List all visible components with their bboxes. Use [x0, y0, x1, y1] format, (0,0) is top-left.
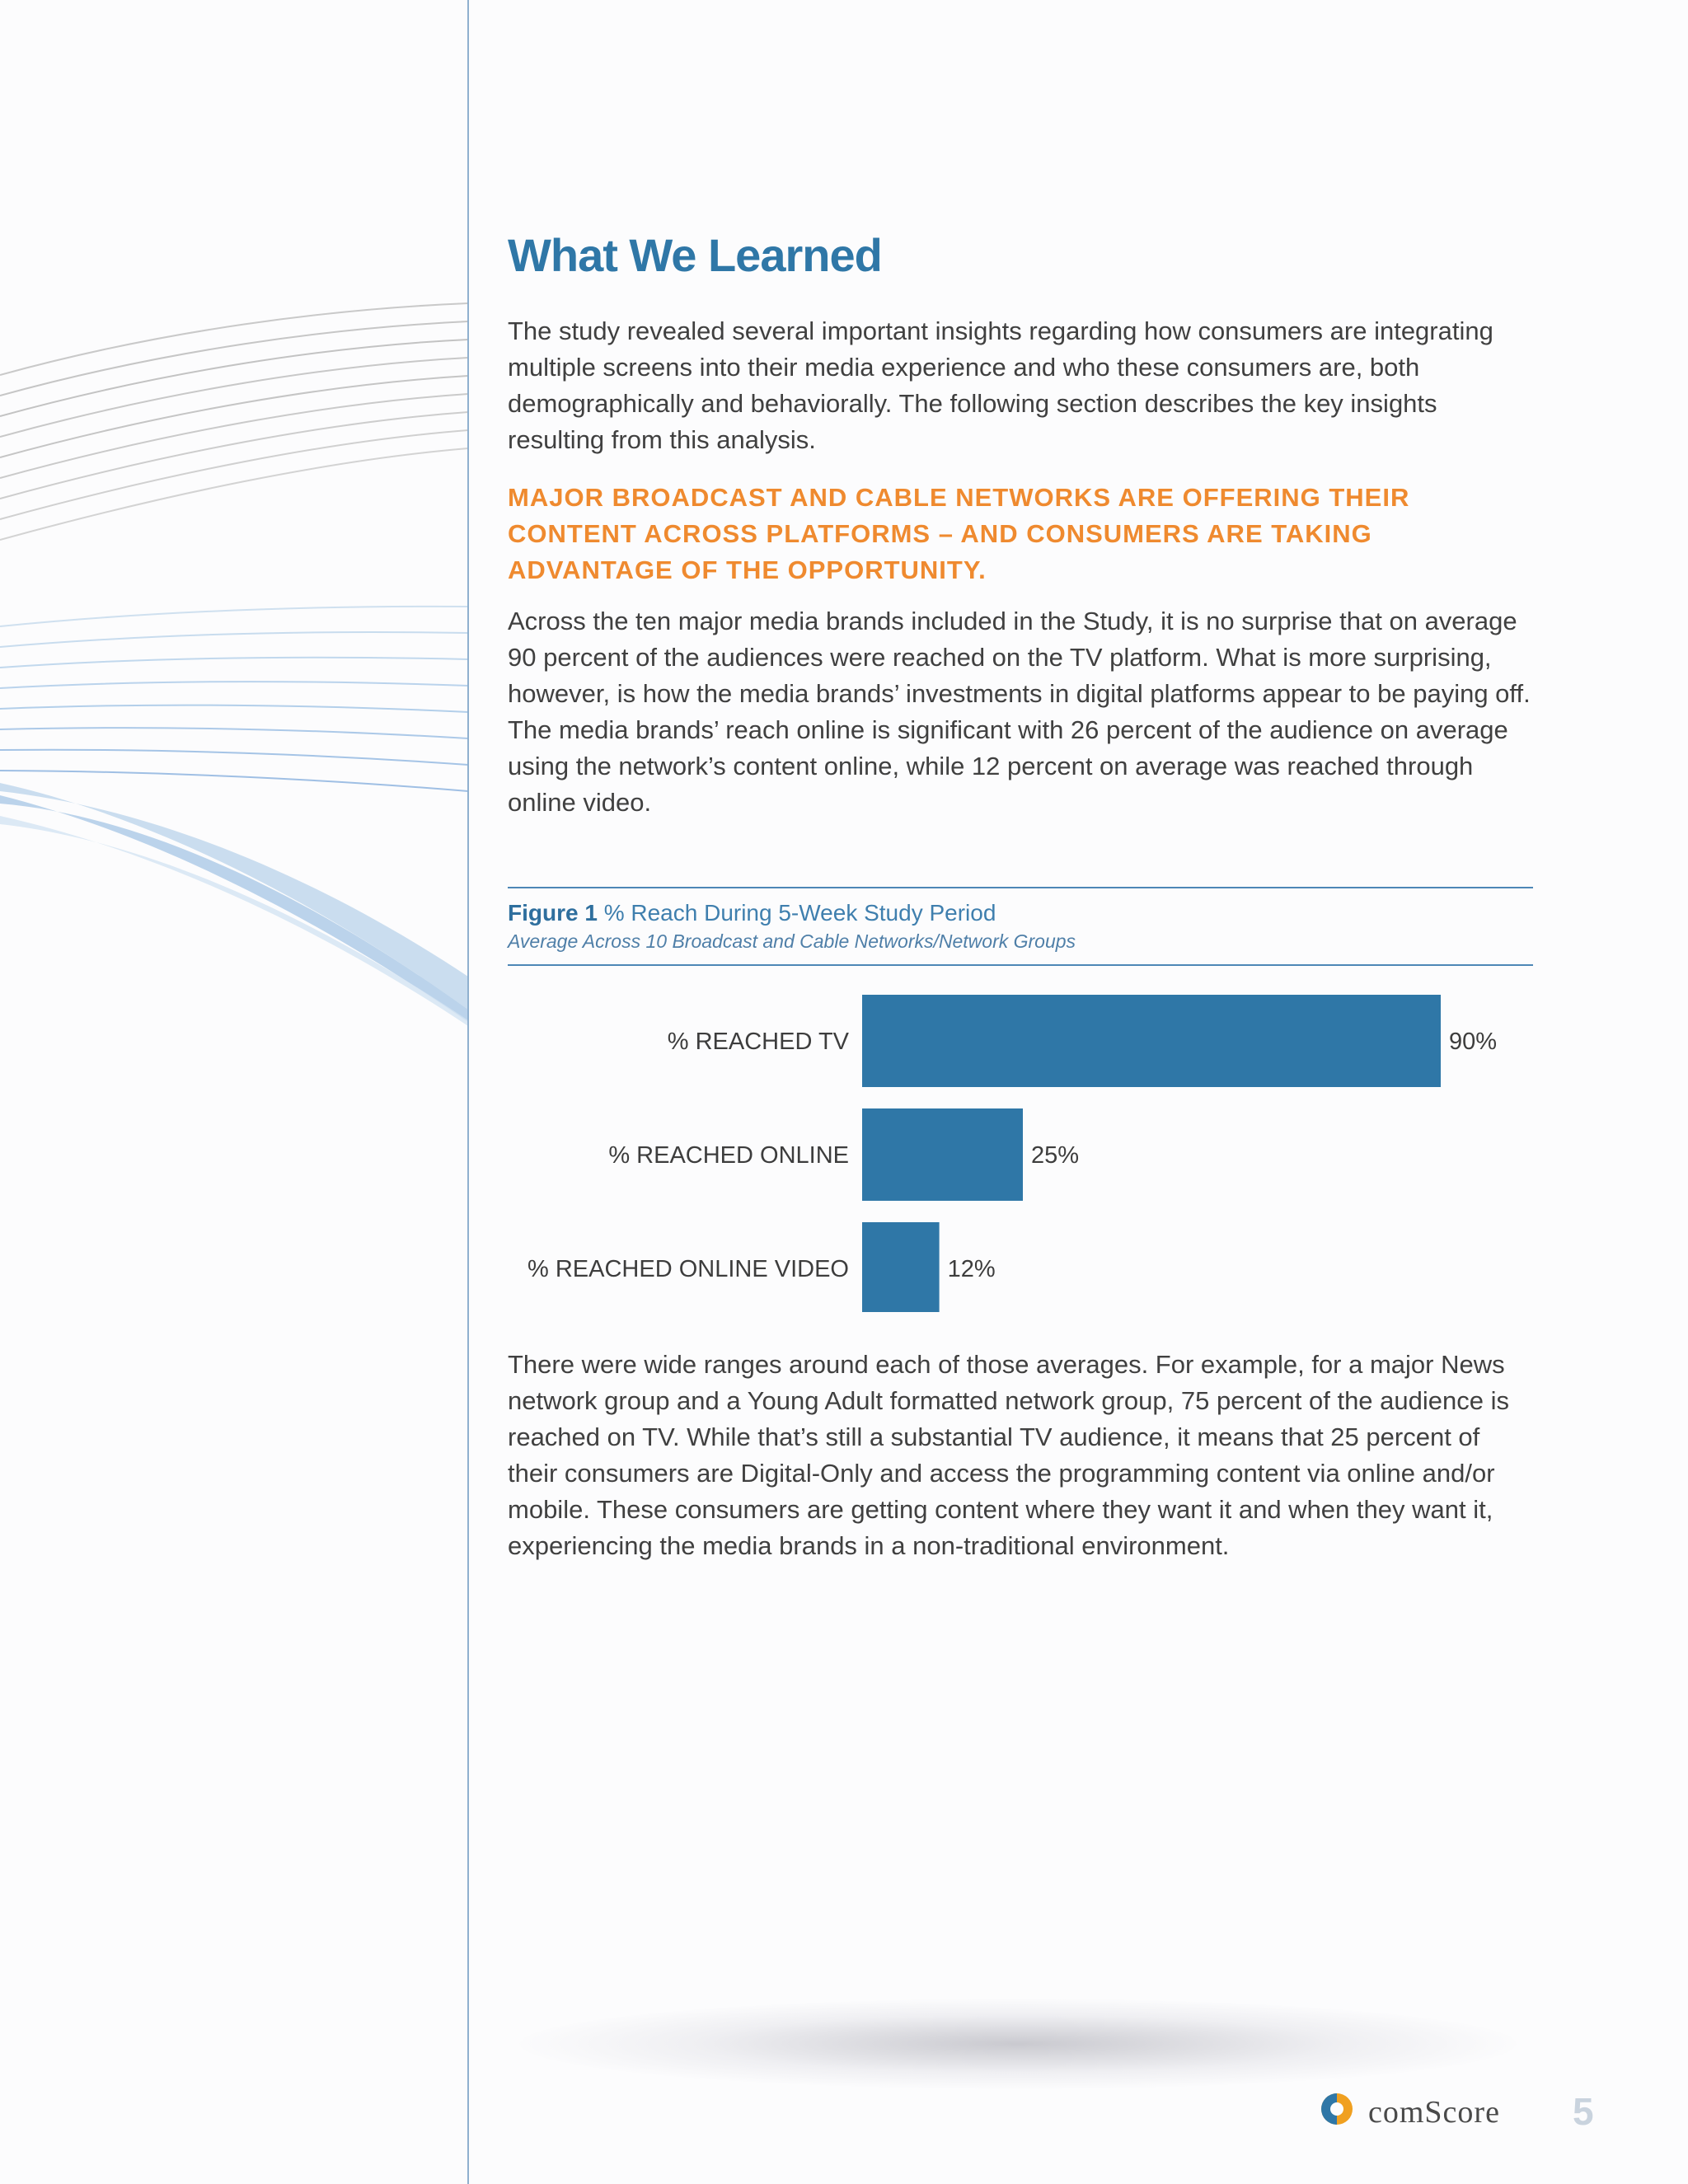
- intro-paragraph: The study revealed several important insights regarding how consumers are integrating multiple screens into their media experience and who these consumers are, both demographically and behaviorally. The following section describes the key insights resulting from this analysis.: [508, 316, 1493, 454]
- bar-category-label: % REACHED TV: [667, 1029, 849, 1055]
- main-content: [508, 223, 1533, 1564]
- section-heading: MAJOR BROADCAST AND CABLE NETWORKS ARE OFFERING THEIR CONTENT ACROSS PLATFORMS – AND CONSUMERS ARE TAKING ADVANTAGE OF THE OPPORTUNITY.: [508, 483, 1410, 584]
- page-number: 5: [1573, 2090, 1594, 2133]
- body-paragraph-1: Across the ten major media brands included in the Study, it is no surprise that on average 90 percent of the audiences were reached on the TV platform. What is more surprising, however, is how the media brands’ investments in digital platforms appear to be paying off. The media brands’ reach online is significant with 26 percent of the audience on average using the network’s content online, while 12 percent on average was reached through online video.: [508, 607, 1531, 817]
- comscore-logo-icon: [1319, 2091, 1355, 2127]
- bar: [862, 1222, 940, 1312]
- bar: [862, 995, 1441, 1087]
- figure-label: Figure 1: [508, 900, 598, 926]
- bar: [862, 1108, 1023, 1201]
- figure-title: [508, 898, 1533, 928]
- decorative-swoosh-lines: [0, 0, 468, 1071]
- bar-value-label: 25%: [1031, 1142, 1080, 1169]
- page-title: What We Learned: [508, 229, 882, 281]
- chart-svg: [508, 966, 1533, 1312]
- body-paragraph-2: There were wide ranges around each of those averages. For example, for a major News network group and a Young Adult formatted network group, 75 percent of the audience is reached on TV. While that’s still a substantial TV audience, it means that 25 percent of their consumers are Digital-Only and access the programming content via online and/or mobile. These consumers are getting content where they want it and when they want it, experiencing the media brands in a non-traditional environment.: [508, 1350, 1509, 1560]
- figure-title-text: % Reach During 5-Week Study Period: [603, 900, 996, 926]
- reach-bar-chart: [508, 966, 1533, 1312]
- bar-category-label: % REACHED ONLINE: [608, 1142, 849, 1169]
- bar-category-label: % REACHED ONLINE VIDEO: [528, 1256, 849, 1282]
- comscore-logo-text: comScore: [1368, 2095, 1500, 2130]
- page-shadow: [519, 1999, 1517, 2089]
- bar-value-label: 12%: [947, 1256, 996, 1282]
- page-divider-line: [467, 0, 469, 2184]
- footer: [1319, 2089, 1648, 2139]
- figure-subtitle: Average Across 10 Broadcast and Cable Networks/Network Groups: [508, 930, 1076, 952]
- figure-header: [508, 887, 1533, 966]
- bar-value-label: 90%: [1449, 1029, 1498, 1055]
- figure-top-rule: [508, 887, 1533, 888]
